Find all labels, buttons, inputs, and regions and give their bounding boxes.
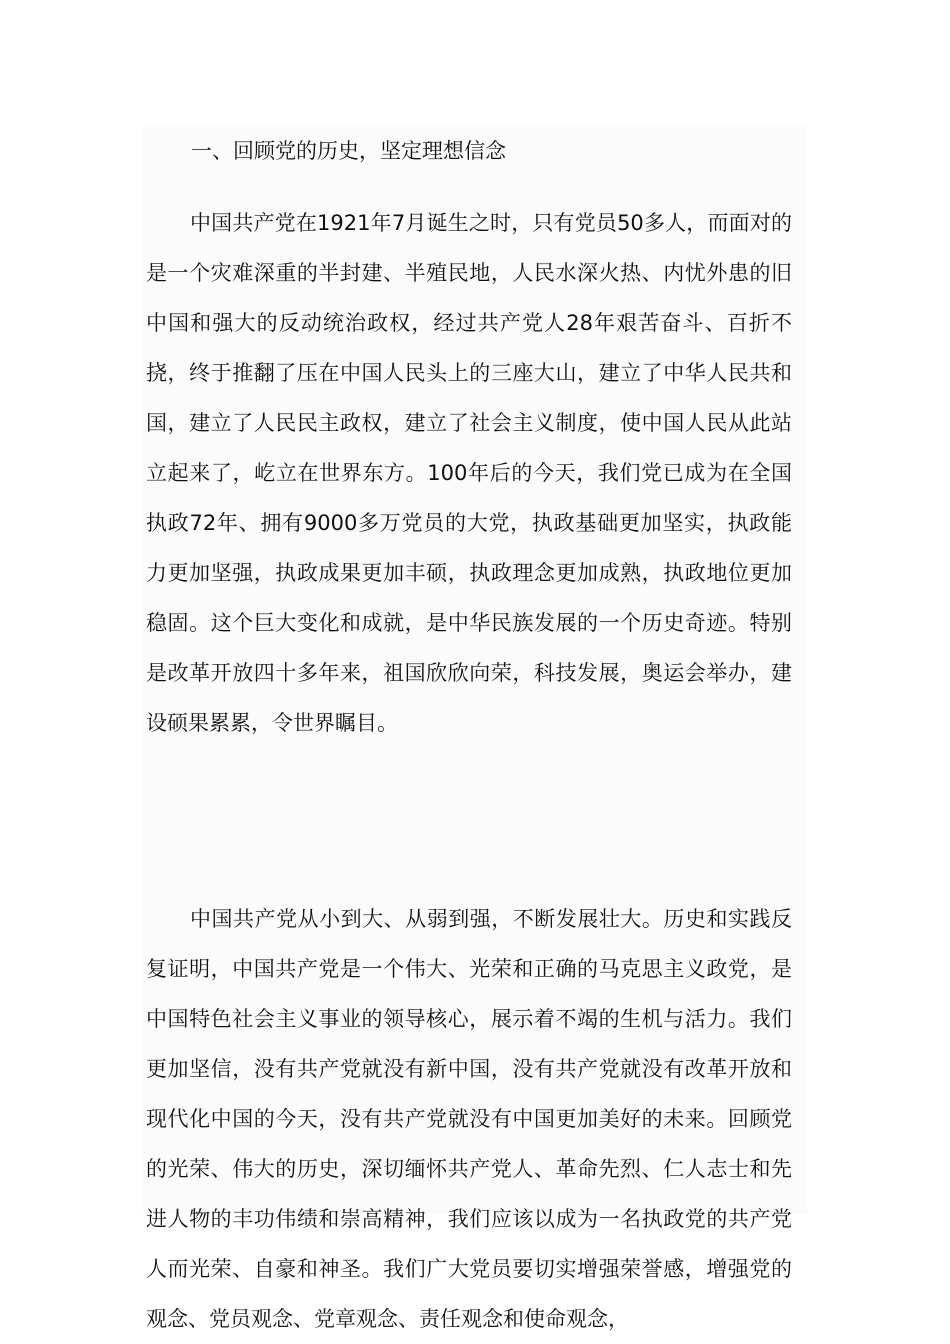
document-page bbox=[143, 124, 807, 1331]
paragraph-1: 中国共产党在1921年7月诞生之时，只有党员50多人，而面对的是一个灾难深重的半封建、半殖民地，人民水深火热、内忧外患的旧中国和强大的反动统治政权，经过共产党人28年艰苦奋斗、百折不挠，终于推翻了压在中国人民头上的三座大山，建立了中华人民共和国，建立了人民民主政权，建立了社会主义制度，使中国人民从此站立起来了，屹立在世界东方。100年后的今天，我们党已成为在全国执政72年、拥有9000多万党员的大党，执政基础更加坚实，执政能力更加坚强，执政成果更加丰硕，执政理念更加成熟，执政地位更加稳固。这个巨大变化和成就，是中华民族发展的一个历史奇迹。特别是改革开放四十多年来，祖国欣欣向荣，科技发展，奥运会举办，建设硕果累累，令世界瞩目。 bbox=[146, 211, 792, 735]
section-heading: 一、回顾党的历史，坚定理想信念 bbox=[191, 139, 506, 163]
paragraph-2: 中国共产党从小到大、从弱到强，不断发展壮大。历史和实践反复证明，中国共产党是一个伟大、光荣和正确的马克思主义政党，是中国特色社会主义事业的领导核心，展示着不竭的生机与活力。我们更加坚信，没有共产党就没有新中国，没有共产党就没有改革开放和现代化中国的今天，没有共产党就没有中国更加美好的未来。回顾党的光荣、伟大的历史，深切缅怀共产党人、革命先烈、仁人志士和先进人物的丰功伟绩和崇高精神，我们应该以成为一名执政党的共产党人而光荣、自豪和神圣。我们广大党员要切实增强荣誉感，增强党的观念、党员观念、党章观念、责任观念和使命观念， bbox=[146, 907, 792, 1331]
